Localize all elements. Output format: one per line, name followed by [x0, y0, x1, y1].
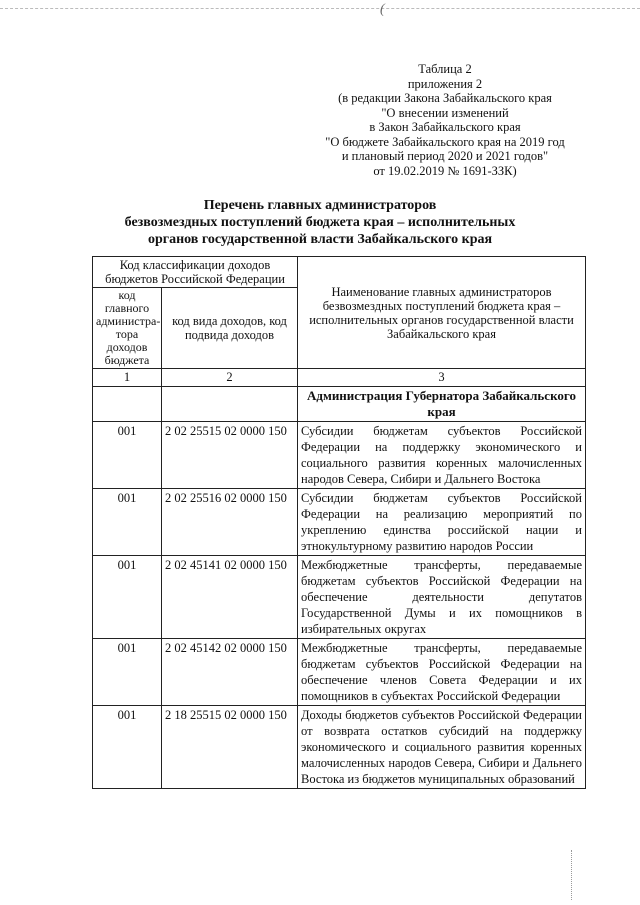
- income-name: Доходы бюджетов субъектов Российской Федерации от возврата остатков субсидий на поддержку экономического и социального развития коренных малочисленных народов Севера, Сибири и Дальнего Востока из бюджетов муниципальных образований: [298, 706, 586, 789]
- scan-artifact-dots: [571, 850, 574, 900]
- header-line: "О внесении изменений: [381, 105, 509, 120]
- document-header: [300, 62, 590, 178]
- header-line: и плановый период 2020 и 2021 годов": [341, 149, 549, 163]
- col2-header: код вида доходов, код подвида доходов: [162, 288, 298, 369]
- admin-code: 001: [93, 706, 162, 789]
- section-title: Администрация Губернатора Забайкальского края: [298, 387, 586, 422]
- income-code: 2 02 25516 02 0000 150: [162, 489, 298, 556]
- administrators-table: [92, 256, 586, 789]
- title-line: Перечень главных администраторов: [203, 198, 437, 213]
- title-line: органов государственной власти Забайкальского края: [147, 232, 493, 247]
- scan-artifact-line: [0, 8, 640, 9]
- scan-artifact-mark: (: [380, 2, 385, 17]
- income-name: Субсидии бюджетам субъектов Российской Федерации на реализацию мероприятий по укреплению единства российской нации и этнокультурному развитию народов России: [298, 489, 586, 556]
- section-row: [93, 387, 586, 422]
- table-row: [93, 706, 586, 789]
- header-line: "О бюджете Забайкальского края на 2019 год: [325, 134, 565, 149]
- income-code: 2 18 25515 02 0000 150: [162, 706, 298, 789]
- empty-cell: [93, 387, 162, 422]
- admin-code: 001: [93, 556, 162, 639]
- header-line: от 19.02.2019 № 1691-ЗЗК): [373, 163, 517, 178]
- income-code: 2 02 45142 02 0000 150: [162, 639, 298, 706]
- admin-code: 001: [93, 639, 162, 706]
- header-line: (в редакции Закона Забайкальского края: [338, 91, 552, 105]
- header-line: Таблица 2: [418, 62, 472, 76]
- income-name: Межбюджетные трансферты, передаваемые бюджетам субъектов Российской Федерации на обеспечение деятельности депутатов Государственной Думы и их помощников в избирательных округах: [298, 556, 586, 639]
- admin-code: 001: [93, 422, 162, 489]
- table-row: [93, 556, 586, 639]
- table-row: [93, 422, 586, 489]
- table-row: [93, 489, 586, 556]
- page-title: [60, 197, 580, 248]
- income-code: 2 02 45141 02 0000 150: [162, 556, 298, 639]
- column-number: 1: [93, 369, 162, 387]
- column-number: 2: [162, 369, 298, 387]
- empty-cell: [162, 387, 298, 422]
- income-code: 2 02 25515 02 0000 150: [162, 422, 298, 489]
- header-line: приложения 2: [407, 76, 483, 91]
- income-name: Субсидии бюджетам субъектов Российской Федерации на поддержку экономического и социального развития коренных малочисленных народов Севера, Сибири и Дальнего Востока: [298, 422, 586, 489]
- table-row: [93, 639, 586, 706]
- income-name: Межбюджетные трансферты, передаваемые бюджетам субъектов Российской Федерации на обеспечение членов Совета Федерации и их помощников в субъектах Российской Федерации: [298, 639, 586, 706]
- column-numbers-row: [93, 369, 586, 387]
- col3-header: Наименование главных администраторов безвозмездных поступлений бюджета края – исполнительных органов государственной власти Забайкальского края: [298, 257, 586, 369]
- title-line: безвозмездных поступлений бюджета края – исполнительных: [124, 215, 516, 230]
- col1-header: код главного администра-тора доходов бюджета: [93, 288, 162, 369]
- column-number: 3: [298, 369, 586, 387]
- header-line: в Закон Забайкальского края: [369, 120, 521, 134]
- group-header: Код классификации доходов бюджетов Российской Федерации: [93, 257, 298, 288]
- admin-code: 001: [93, 489, 162, 556]
